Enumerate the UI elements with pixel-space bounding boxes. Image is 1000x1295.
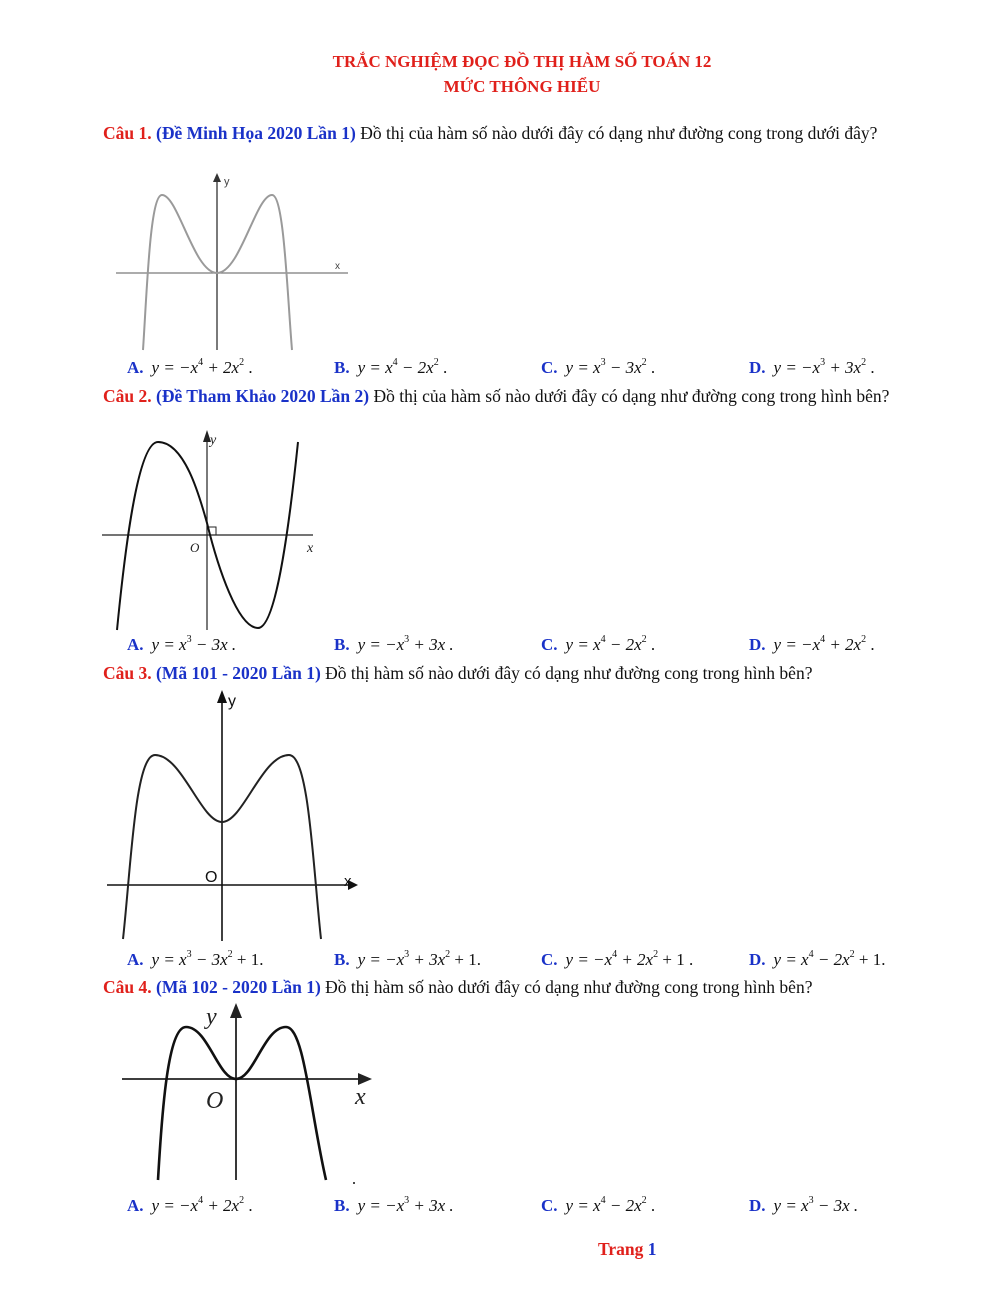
question-2-source: (Đề Tham Khảo 2020 Lần 2) — [156, 386, 370, 406]
page-footer — [598, 1239, 657, 1260]
question-1-source: (Đề Minh Họa 2020 Lần 1) — [156, 123, 356, 143]
y-axis-arrow — [217, 690, 227, 703]
question-3-body: Đồ thị hàm số nào dưới đây có dạng như đường cong trong hình bên? — [320, 663, 813, 683]
page-number: 1 — [647, 1239, 657, 1259]
page-subtitle: MỨC THÔNG HIỂU — [443, 77, 601, 96]
page-title: TRẮC NGHIỆM ĐỌC ĐỒ THỊ HÀM SỐ TOÁN 12 — [332, 52, 712, 71]
y-axis-label: y — [210, 433, 217, 448]
question-1-body: Đồ thị của hàm số nào dưới đây có dạng như đường cong trong dưới đây? — [355, 123, 878, 143]
question-2-option-d[interactable]: D. $y = -x^4 + 2x^2$ . — [749, 634, 875, 654]
question-4-text — [103, 975, 943, 999]
y-axis-arrow — [230, 1003, 242, 1018]
question-4-option-b[interactable]: B. $y = -x^3 + 3x$ . — [334, 1195, 454, 1215]
y-axis-label: y — [224, 176, 230, 188]
question-1-label: Câu 1. — [103, 123, 152, 143]
question-3-text — [103, 661, 943, 685]
question-1-option-a[interactable]: A. $y = -x^4 + 2x^2$ . — [127, 357, 253, 377]
question-3-option-d[interactable]: D. $y = x^4 - 2x^2 + 1$. — [749, 949, 886, 969]
question-2-graph — [100, 428, 330, 633]
y-axis-label: y — [228, 693, 236, 710]
curve — [158, 1027, 326, 1180]
question-1-text — [103, 121, 943, 145]
y-axis-label: y — [206, 1004, 217, 1030]
question-4-option-c[interactable]: C. $y = x^4 - 2x^2$ . — [541, 1195, 656, 1215]
question-2-option-a[interactable]: A. $y = x^3 - 3x$ . — [127, 634, 237, 654]
question-3-graph — [105, 687, 367, 943]
footer-word: Trang — [598, 1239, 648, 1259]
origin-label: O — [190, 540, 200, 555]
x-axis-label: x — [335, 261, 340, 272]
question-2-option-b[interactable]: B. $y = -x^3 + 3x$ . — [334, 634, 454, 654]
question-3-label: Câu 3. — [103, 663, 152, 683]
question-1-graph — [110, 170, 370, 352]
question-1-option-b[interactable]: B. $y = x^4 - 2x^2$ . — [334, 357, 448, 377]
question-2-option-c[interactable]: C. $y = x^4 - 2x^2$ . — [541, 634, 656, 654]
question-3-option-c[interactable]: C. $y = -x^4 + 2x^2 + 1$ . — [541, 949, 694, 969]
question-4-option-d[interactable]: D. $y = x^3 - 3x$ . — [749, 1195, 859, 1215]
question-1-option-c[interactable]: C. $y = x^3 - 3x^2$ . — [541, 357, 656, 377]
question-3-option-b[interactable]: B. $y = -x^3 + 3x^2 + 1$. — [334, 949, 482, 969]
question-2-body: Đồ thị của hàm số nào dưới đây có dạng như đường cong trong hình bên? — [369, 386, 890, 406]
question-1-option-d[interactable]: D. $y = -x^3 + 3x^2$ . — [749, 357, 875, 377]
question-2-text — [103, 384, 943, 408]
question-4-graph — [120, 1000, 382, 1190]
question-3-source: (Mã 101 - 2020 Lần 1) — [156, 663, 321, 683]
x-axis-label: x — [307, 541, 314, 556]
question-3-option-a[interactable]: A. $y = x^3 - 3x^2 + 1$. — [127, 949, 264, 969]
stray-dot — [353, 1182, 355, 1184]
question-4-body: Đồ thị hàm số nào dưới đây có dạng như đường cong trong hình bên? — [320, 977, 813, 997]
question-4-label: Câu 4. — [103, 977, 152, 997]
origin-label: O — [206, 1088, 224, 1114]
x-axis-label: x — [355, 1084, 366, 1110]
x-axis-label: x — [344, 873, 352, 890]
question-2-label: Câu 2. — [103, 386, 152, 406]
question-4-option-a[interactable]: A. $y = -x^4 + 2x^2$ . — [127, 1195, 253, 1215]
y-axis-arrow — [213, 173, 221, 182]
question-4-source: (Mã 102 - 2020 Lần 1) — [156, 977, 321, 997]
origin-label: O — [205, 869, 218, 886]
